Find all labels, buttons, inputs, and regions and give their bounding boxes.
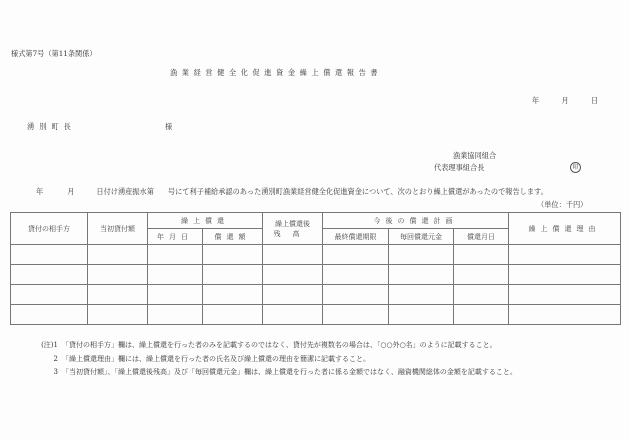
cell-repayment-day[interactable] bbox=[454, 305, 509, 325]
date-month: 月 bbox=[561, 96, 569, 105]
cell-reason[interactable] bbox=[509, 305, 621, 325]
header-final-due: 最終償還期限 bbox=[323, 229, 389, 245]
cell-reason[interactable] bbox=[509, 245, 621, 265]
note-text: 「繰上償還理由」欄には、繰上償還を行った者の氏名及び繰上償還の理由を簡潔に記載すること。 bbox=[62, 354, 370, 363]
header-repayment-amount: 償還額 bbox=[203, 229, 263, 245]
header-date: 年月日 bbox=[148, 229, 203, 245]
cell-repayment-amount[interactable] bbox=[203, 285, 263, 305]
cell-reason[interactable] bbox=[509, 265, 621, 285]
note-text: 「当初貸付額」、「繰上償還後残高」及び「毎回償還元金」欄は、繰上償還を行った者に係る金額ではなく、融資機関総体の金額を記載すること。 bbox=[62, 368, 517, 376]
intro-part2: 号にて利子補給承認のあった湧別町漁業経営健全化促進資金について、次のとおり繰上償還があったので報告します。 bbox=[167, 187, 548, 196]
cell-lender[interactable] bbox=[11, 285, 88, 305]
seal-icon: 印 bbox=[570, 162, 581, 173]
table-row bbox=[11, 245, 621, 265]
header-early-repayment: 繰上償還 bbox=[148, 213, 263, 229]
form-number: 様式第7号（第11条関係） bbox=[11, 49, 97, 58]
cell-date[interactable] bbox=[148, 245, 203, 265]
intro-part1: 日付け湧産振水第 bbox=[96, 187, 154, 196]
report-date bbox=[532, 96, 618, 106]
cell-initial-amount[interactable] bbox=[88, 305, 148, 325]
cell-balance-after[interactable] bbox=[263, 245, 323, 265]
header-future-plan: 今後の償還計画 bbox=[323, 213, 509, 229]
intro-month: 月 bbox=[67, 187, 75, 196]
cell-lender[interactable] bbox=[11, 265, 88, 285]
cell-balance-after[interactable] bbox=[263, 265, 323, 285]
table-row bbox=[11, 285, 621, 305]
sender-representative: 代表理事組合長 bbox=[434, 163, 485, 172]
note-item bbox=[10, 366, 517, 380]
cell-date[interactable] bbox=[148, 265, 203, 285]
cell-date[interactable] bbox=[148, 305, 203, 325]
header-initial-amount: 当初貸付額 bbox=[88, 213, 148, 245]
cell-final-due[interactable] bbox=[323, 305, 389, 325]
header-repayment-day: 償還月日 bbox=[454, 229, 509, 245]
note-number: 3 bbox=[53, 368, 58, 376]
note-item bbox=[10, 353, 517, 367]
addressee-name: 湧別町長 bbox=[27, 122, 76, 131]
cell-repayment-amount[interactable] bbox=[203, 245, 263, 265]
cell-lender[interactable] bbox=[11, 305, 88, 325]
cell-final-due[interactable] bbox=[323, 285, 389, 305]
cell-installment-principal[interactable] bbox=[389, 305, 454, 325]
cell-initial-amount[interactable] bbox=[88, 265, 148, 285]
repayment-table bbox=[10, 212, 621, 325]
date-year: 年 bbox=[532, 96, 540, 105]
cell-balance-after[interactable] bbox=[263, 285, 323, 305]
table-row bbox=[11, 305, 621, 325]
cell-repayment-day[interactable] bbox=[454, 265, 509, 285]
cell-lender[interactable] bbox=[11, 245, 88, 265]
cell-reason[interactable] bbox=[509, 285, 621, 305]
cell-repayment-amount[interactable] bbox=[203, 305, 263, 325]
cell-repayment-day[interactable] bbox=[454, 245, 509, 265]
header-balance-line1: 繰上償還後 bbox=[275, 219, 310, 228]
note-number: (注)1 bbox=[41, 341, 58, 349]
cell-final-due[interactable] bbox=[323, 245, 389, 265]
header-installment-principal: 毎回償還元金 bbox=[389, 229, 454, 245]
header-lender: 貸付の相手方 bbox=[11, 213, 88, 245]
sender-organization: 漁業協同組合 bbox=[453, 151, 497, 160]
note-number: 2 bbox=[53, 354, 58, 363]
header-balance-line2: 残高 bbox=[273, 229, 312, 238]
cell-initial-amount[interactable] bbox=[88, 245, 148, 265]
date-day: 日 bbox=[591, 96, 599, 105]
cell-initial-amount[interactable] bbox=[88, 285, 148, 305]
note-text: 「貸付の相手方」欄は、繰上償還を行った者のみを記載するのではなく、貸付先が複数名の場合は、「○○外○名」のように記載すること。 bbox=[62, 341, 497, 349]
cell-repayment-day[interactable] bbox=[454, 285, 509, 305]
cell-final-due[interactable] bbox=[323, 265, 389, 285]
intro-text bbox=[36, 187, 548, 197]
note-item bbox=[10, 339, 517, 353]
intro-year: 年 bbox=[36, 187, 44, 196]
addressee-honorific: 様 bbox=[165, 122, 173, 131]
cell-installment-principal[interactable] bbox=[389, 265, 454, 285]
cell-repayment-amount[interactable] bbox=[203, 265, 263, 285]
unit-label: （単位：千円） bbox=[537, 200, 588, 209]
cell-installment-principal[interactable] bbox=[389, 285, 454, 305]
document-title: 漁業経営健全化促進資金繰上償還報告書 bbox=[170, 68, 383, 77]
header-reason: 繰上償還理由 bbox=[509, 213, 621, 245]
cell-balance-after[interactable] bbox=[263, 305, 323, 325]
cell-installment-principal[interactable] bbox=[389, 245, 454, 265]
header-balance-after bbox=[263, 213, 323, 245]
cell-date[interactable] bbox=[148, 285, 203, 305]
table-row bbox=[11, 265, 621, 285]
notes bbox=[10, 339, 517, 380]
